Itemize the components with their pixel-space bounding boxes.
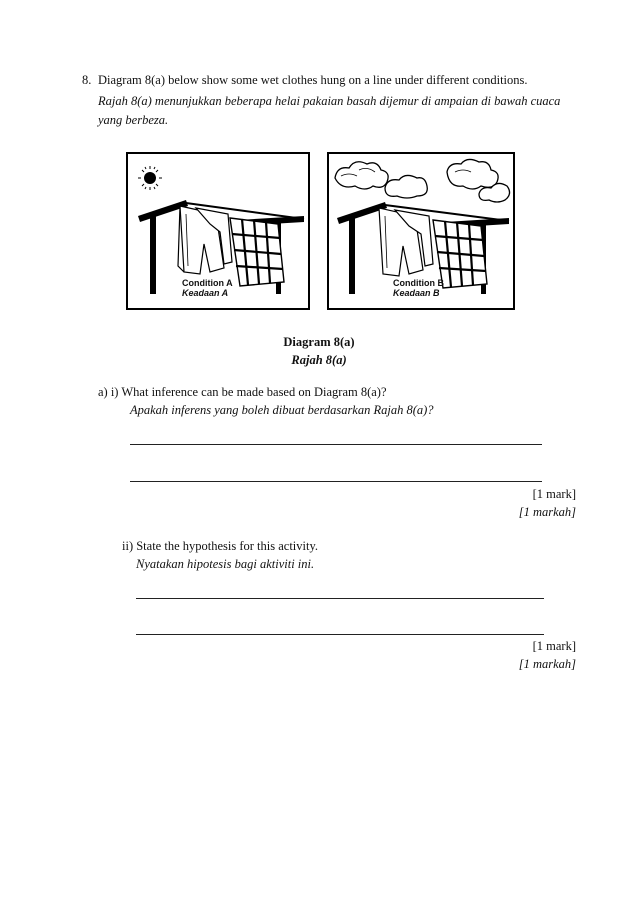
keadaan-a-label: Keadaan A bbox=[182, 288, 229, 298]
cloud-icon bbox=[447, 159, 498, 189]
mark-a-i-malay: [1 markah] bbox=[518, 505, 576, 519]
diagram-caption-english: Diagram 8(a) bbox=[283, 335, 355, 349]
diagram-caption-malay: Rajah 8(a) bbox=[291, 353, 347, 367]
diagram-panel-condition-a bbox=[126, 152, 310, 310]
answer-line-a-ii-1[interactable] bbox=[136, 598, 544, 599]
sun-icon bbox=[138, 166, 162, 190]
answer-line-a-i-1[interactable] bbox=[130, 444, 542, 445]
part-a-ii-question: ii) State the hypothesis for this activity. bbox=[122, 539, 319, 553]
part-a-i-question-malay: Apakah inferens yang boleh dibuat berdasarkan Rajah 8(a)? bbox=[130, 403, 434, 417]
answer-line-a-ii-2[interactable] bbox=[136, 634, 544, 635]
condition-b-label: Condition B bbox=[393, 278, 444, 288]
question-text-english: Diagram 8(a) below show some wet clothes hung on a line under different conditions. bbox=[98, 73, 528, 87]
question-text-malay-line1: Rajah 8(a) menunjukkan beberapa helai pakaian basah dijemur di ampaian di bawah cuaca bbox=[98, 94, 561, 108]
checkered-cloth-shape bbox=[230, 218, 284, 286]
answer-line-a-i-2[interactable] bbox=[130, 481, 542, 482]
keadaan-b-label: Keadaan B bbox=[393, 288, 440, 298]
cloud-icon bbox=[335, 162, 388, 189]
mark-a-ii-malay: [1 markah] bbox=[518, 657, 576, 671]
question-text-malay-line2: yang berbeza. bbox=[98, 113, 169, 127]
condition-a-label: Condition A bbox=[182, 278, 233, 288]
diagram-panel-condition-b bbox=[327, 152, 515, 310]
part-a-i-question: a) i) What inference can be made based on Diagram 8(a)? bbox=[98, 385, 387, 399]
mark-a-ii-english: [1 mark] bbox=[532, 639, 576, 653]
cloud-icon bbox=[385, 175, 427, 198]
question-number: 8. bbox=[82, 73, 92, 87]
mark-a-i-english: [1 mark] bbox=[532, 487, 576, 501]
part-a-ii-question-malay: Nyatakan hipotesis bagi aktiviti ini. bbox=[136, 557, 315, 571]
